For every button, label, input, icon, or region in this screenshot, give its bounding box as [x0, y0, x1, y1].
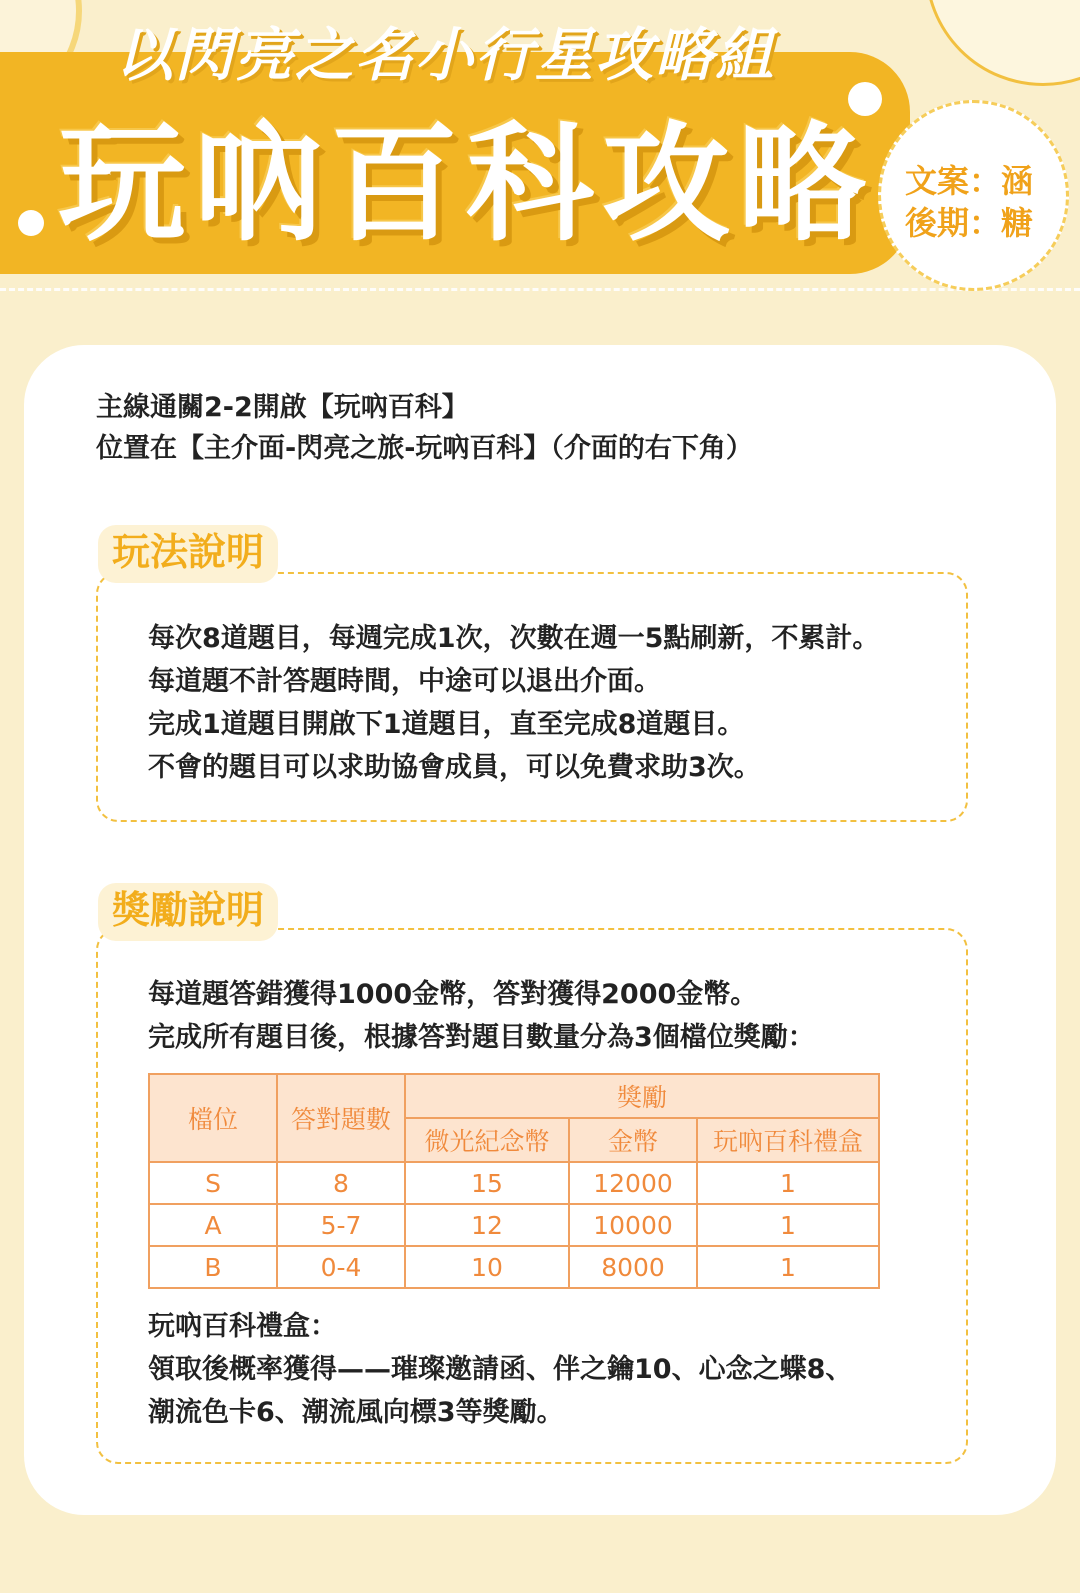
- header-subtitle: 以閃亮之名小行星攻略組: [115, 21, 776, 89]
- giftbox-line: 潮流色卡6、潮流風向標3等獎勵。: [148, 1397, 564, 1428]
- cell-tier: A: [149, 1204, 277, 1246]
- cell-correct: 0-4: [277, 1246, 405, 1288]
- rewards-table: [148, 1073, 880, 1289]
- header-reward: 獎勵: [405, 1074, 879, 1118]
- cell-gold: 10000: [569, 1204, 697, 1246]
- header-memorial-coin: 微光紀念幣: [405, 1118, 569, 1162]
- header-giftbox: 玩吶百科禮盒: [697, 1118, 879, 1162]
- cell-correct: 8: [277, 1162, 405, 1204]
- gameplay-line: 不會的題目可以求助協會成員，可以免費求助3次。: [148, 752, 761, 783]
- table-row: [149, 1246, 879, 1288]
- cell-tier: B: [149, 1246, 277, 1288]
- cell-correct: 5-7: [277, 1204, 405, 1246]
- cell-memorial-coin: 15: [405, 1162, 569, 1204]
- rewards-text: [148, 973, 815, 1059]
- cell-tier: S: [149, 1162, 277, 1204]
- header-correct-count: 答對題數: [277, 1074, 405, 1162]
- page-title: 玩吶百科攻略: [58, 110, 875, 259]
- rewards-line: 完成所有題目後，根據答對題目數量分為3個檔位獎勵：: [148, 1022, 815, 1053]
- table-row: [149, 1204, 879, 1246]
- gameplay-heading: 玩法說明: [98, 525, 278, 583]
- cell-gold: 12000: [569, 1162, 697, 1204]
- cell-memorial-coin: 12: [405, 1204, 569, 1246]
- header-banner: [0, 0, 1080, 300]
- giftbox-title: 玩吶百科禮盒：: [148, 1311, 337, 1342]
- gameplay-line: 完成1道題目開啟下1道題目，直至完成8道題目。: [148, 709, 745, 740]
- intro-line: 位置在【主介面-閃亮之旅-玩吶百科】（介面的右下角）: [96, 433, 753, 464]
- table-row: [149, 1162, 879, 1204]
- gameplay-line: 每次8道題目，每週完成1次，次數在週一5點刷新，不累計。: [148, 623, 880, 654]
- rewards-heading: 獎勵說明: [98, 883, 278, 941]
- credit-copywriter: 文案：涵: [905, 162, 1034, 200]
- decorative-dot: [18, 210, 44, 236]
- gameplay-text: [148, 617, 879, 789]
- cell-giftbox: 1: [697, 1246, 879, 1288]
- header-tier: 檔位: [149, 1074, 277, 1162]
- credits-text: [905, 160, 1045, 244]
- decorative-circle: [925, 0, 1080, 86]
- rewards-line: 每道題答錯獲得1000金幣，答對獲得2000金幣。: [148, 979, 758, 1010]
- header-gold: 金幣: [569, 1118, 697, 1162]
- cell-giftbox: 1: [697, 1162, 879, 1204]
- intro-text: [96, 387, 753, 469]
- intro-line: 主線通關2-2開啟【玩吶百科】: [96, 392, 469, 423]
- credit-editor: 後期：糖: [905, 204, 1034, 242]
- giftbox-line: 領取後概率獲得——璀璨邀請函、伴之鑰10、心念之蝶8、: [148, 1354, 853, 1385]
- cell-memorial-coin: 10: [405, 1246, 569, 1288]
- gameplay-line: 每道題不計答題時間，中途可以退出介面。: [148, 666, 661, 697]
- giftbox-text: [148, 1305, 852, 1434]
- decorative-dashed-line: [0, 288, 1080, 291]
- cell-gold: 8000: [569, 1246, 697, 1288]
- cell-giftbox: 1: [697, 1204, 879, 1246]
